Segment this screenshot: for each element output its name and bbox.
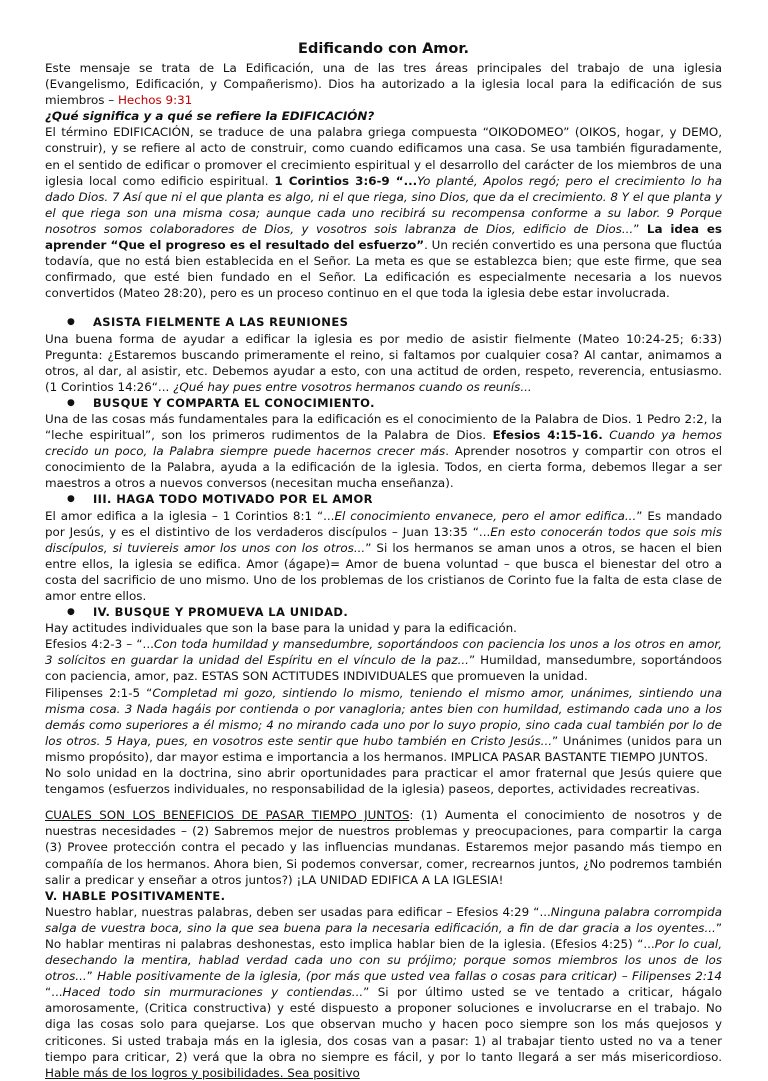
section-reference: Efesios 4:15-16. [492, 428, 603, 443]
section-paragraph-love [45, 508, 722, 605]
section-text-3: ” Si los hermanos se aman unos a otros, se hacen el bien entre ellos, la iglesia se edifica. Amor (ágape)= Amor de buena voluntad – que busca el bienestar del otro a costa del sacrificio de uno mismo. Uno de los problemas de los cristianos de Corinto fue la falta de esta clase de amor entre ellos. [45, 540, 722, 603]
unity-quote-2: Completad mi gozo, sintiendo lo mismo, teniendo el mismo amor, unánimes, sintiendo una misma cosa. 3 Nada hagáis por contienda o por vanagloria; antes bien con humildad, estimando cada uno a los demás como superiores a él mismo; 4 no mirando cada uno por lo suyo propio, sino cada cual también por lo de los otros. 5 Haya, pues, en vosotros este sentir que hubo también en Cristo Jesús... [45, 685, 722, 748]
section-paragraph-knowledge [45, 411, 722, 491]
intro-text: Este mensaje se trata de La Edificación, una de las tres áreas principales del trabajo de una iglesia (Evangelismo, Edificación, y Compañerismo). Dios ha autorizado a la iglesia local para la edificación de sus miembros – [45, 61, 722, 108]
unity-reference: Efesios 4:2-3 – “... [45, 637, 154, 652]
section-text: Una de las cosas más fundamentales para la edificación es el conocimiento de la Palabra de Dios. 1 Pedro 2:2, la “leche espiritual”, son los primeros rudimentos de la Palabra de Dios. [45, 411, 722, 443]
section-paragraph-attend [45, 331, 722, 395]
section-quote: El conocimiento envanece, pero el amor edifica... [334, 508, 637, 523]
speak-underlined: Hable más de los logros y posibilidades. Sea positivo [45, 1065, 360, 1080]
section-text-2: ” Es mandado por Jesús, y es el distintivo de los verdaderos discípulos – Juan 13:35 “... [45, 508, 723, 539]
benefits-label: CUALES SON LOS BENEFICIOS DE PASAR TIEMPO JUNTOS [45, 808, 410, 823]
speak-quote-4: Haced todo sin murmuraciones y contiendas... [62, 985, 364, 1000]
speak-quote-1: Ninguna palabra corrompida salga de vuestra boca, sino la que sea buena para la necesaria edificación, a fin de dar gracia a los oyentes... [45, 904, 723, 935]
section-quote: Cuando ya hemos crecido un poco, la Palabra siempre puede hacernos crecer más [45, 428, 722, 459]
unity-quote: Con toda humildad y mansedumbre, soportándoos con paciencia los unos a los otros en amor, 3 solícitos en guardar la unidad del Espíritu en el vínculo de la paz... [45, 637, 722, 668]
section-heading-text: IV. BUSQUE Y PROMUEVA LA UNIDAD. [93, 605, 349, 620]
definition-question: ¿Qué significa y a qué se refiere la EDIFICACIÓN? [45, 109, 375, 124]
section-heading-attend [45, 314, 722, 330]
speak-text-4: “... [45, 985, 63, 1000]
bullet-icon: ● [67, 397, 76, 408]
definition-reference: 1 Corintios 3:6-9 “... [274, 173, 418, 188]
section-heading-text: III. HAGA TODO MOTIVADO POR EL AMOR [93, 492, 373, 507]
intro-reference-link[interactable]: Hechos 9:31 [117, 93, 193, 108]
unity-paragraph-4: No solo unidad en la doctrina, sino abrir oportunidades para practicar el amor fraternal que Jesús quiere que tengamos (esfuerzos individuales, no responsabilidad de la iglesia) paseos, deportes, actividades recreativas. [45, 766, 722, 797]
section-quote-2: En esto conocerán todos que sois mis discípulos, si tuviereis amor los unos con los otros... [45, 524, 722, 555]
unity-text: ” Humildad, mansedumbre, soportándoos con paciencia, amor, paz. ESTAS SON ACTITUDES INDIVIDUALES que promueven la unidad. [45, 653, 723, 684]
section-heading-text: ASISTA FIELMENTE A LAS REUNIONES [93, 315, 349, 330]
section-paragraph-speak [45, 904, 722, 1081]
bullet-icon: ● [67, 317, 76, 328]
unity-paragraph-2 [45, 636, 722, 684]
bullet-icon: ● [67, 607, 76, 618]
section-quote: ¿Qué hay pues entre vosotros hermanos cuando os reunís... [173, 379, 532, 394]
speak-quote-2: Por lo cual, desechando la mentira, hablad verdad cada uno con su prójimo; porque somos miembros los unos de los otros... [45, 936, 723, 984]
section-text: El amor edifica a la iglesia – 1 Corintios 8:1 “... [45, 508, 335, 523]
definition-text-2: . Un recién convertido es una persona que fluctúa todavía, que no está bien establecida en el Señor. La meta es que se establezca bien; que este firme, que sea confirmado, que esté bien fundado en el Señor. La edificación es especialmente necesaria a los nuevos convertidos (Mateo 28:20), pero es un proceso continuo en el que toda la iglesia debe estar involucrada. [45, 238, 722, 301]
speak-quote-3: Hable positivamente de la iglesia, (por más que usted vea fallas o cosas para criticar) – Filipenses 2:14 [97, 969, 722, 984]
section-text-2: . Aprender nosotros y compartir con otros el conocimiento de la Palabra, ayuda a la edificación de la iglesia. Todos, en cierta forma, debemos llegar a ser maestros a otros a nuevos conversos (necesitan mucha enseñanza). [45, 444, 722, 491]
unity-paragraph-1: Hay actitudes individuales que son la base para la unidad y para la edificación. [45, 621, 517, 636]
section-heading-love [45, 491, 722, 507]
definition-paragraph [45, 124, 722, 301]
benefits-text: : (1) Aumenta el conocimiento de nosotros y de nuestras necesidades – (2) Sabremos mejor de nuestros problemas y preocupaciones, para compartir la carga (3) Provee protección contra el pecado y las influencias mundanas. Estaremos mejor pasando más tiempo en compañía de los hermanos. Ahora bien, Si podemos conversar, comer, recrearnos juntos, ¿No podremos también salir a predicar y enseñar a otros juntos?) ¡LA UNIDAD EDIFICA A LA IGLESIA! [45, 808, 723, 887]
speak-text-2: ” No hablar mentiras ni palabras deshonestas, esto implica hablar bien de la iglesia. (Efesios 4:25) “... [45, 920, 722, 951]
speak-text-1: Nuestro hablar, nuestras palabras, deben ser usadas para edificar – Efesios 4:29 “... [45, 904, 551, 919]
section-heading-speak: V. HABLE POSITIVAMENTE. [45, 888, 226, 903]
unity-paragraph-3 [45, 685, 722, 765]
document-title: Edificando con Amor. [298, 41, 469, 57]
unity-reference-2: Filipenses 2:1-5 “ [45, 685, 153, 700]
definition-quote-close: ” [633, 221, 647, 236]
speak-text-5: ” Si por último usted se ve tentado a criticar, hágalo amorosamente, (Critica constructiva) y esté dispuesto a proponer soluciones e involucrarse en el trabajo. No diga las cosas solo para quejarse. Los que observan mucho y hacen poco siempre son los más quejosos y criticones. Si usted trabaja más en la iglesia, dos cosas van a pasar: 1) al trabajar tiento usted no va a tener tiempo para criticar, 2) verá que la obra no siempre es fácil, y por lo tanto llegará a ser más misericordioso. [45, 985, 722, 1064]
bullet-icon: ● [67, 494, 76, 505]
section-heading-text: BUSQUE Y COMPARTA EL CONOCIMIENTO. [93, 395, 375, 410]
intro-paragraph [45, 60, 722, 108]
definition-quote: Yo planté, Apolos regó; pero el crecimiento lo ha dado Dios. 7 Así que ni el que planta es algo, ni el que riega, sino Dios, que da el crecimiento. 8 Y el que planta y el que riega son una misma cosa; aunque cada uno recibirá su recompensa conforme a su labor. 9 Porque nosotros somos colaboradores de Dios, y vosotros sois labranza de Dios, edificio de Dios... [45, 173, 722, 236]
benefits-paragraph [45, 807, 722, 887]
section-text: Una buena forma de ayudar a edificar la iglesia es por medio de asistir fielmente (Mateo 10:24-25; 6:33) Pregunta: ¿Estaremos buscando primeramente el reino, si faltamos por cualquier cosa? Al cantar, animamos a otros, al dar, al asistir, etc. Debemos ayudar a esto, con una actitud de orden, respeto, reverencia, entusiasmo. (1 Corintios 14:26“... [45, 331, 722, 394]
definition-key-idea: La idea es aprender “Que el progreso es el resultado del esfuerzo” [45, 221, 722, 253]
speak-text-3: ” [86, 969, 98, 984]
section-heading-knowledge [45, 395, 722, 411]
unity-text-2: ” Unánimes (unidos para un mismo propósito), dar mayor estima e importancia a los hermanos. IMPLICA PASAR BASTANTE TIEMPO JUNTOS. [45, 733, 722, 764]
definition-text: El término EDIFICACIÓN, se traduce de una palabra griega compuesta “OIKODOMEO” (OIKOS, hogar, y DEMO, construir), y se refiere al acto de construir, como cuando edificamos una casa. Se usa también figuradamente, en el sentido de edificar o promover el crecimiento espiritual y el desarrollo del carácter de los miembros de una iglesia local como edificio espiritual. [45, 125, 722, 188]
section-heading-unity [45, 604, 722, 620]
